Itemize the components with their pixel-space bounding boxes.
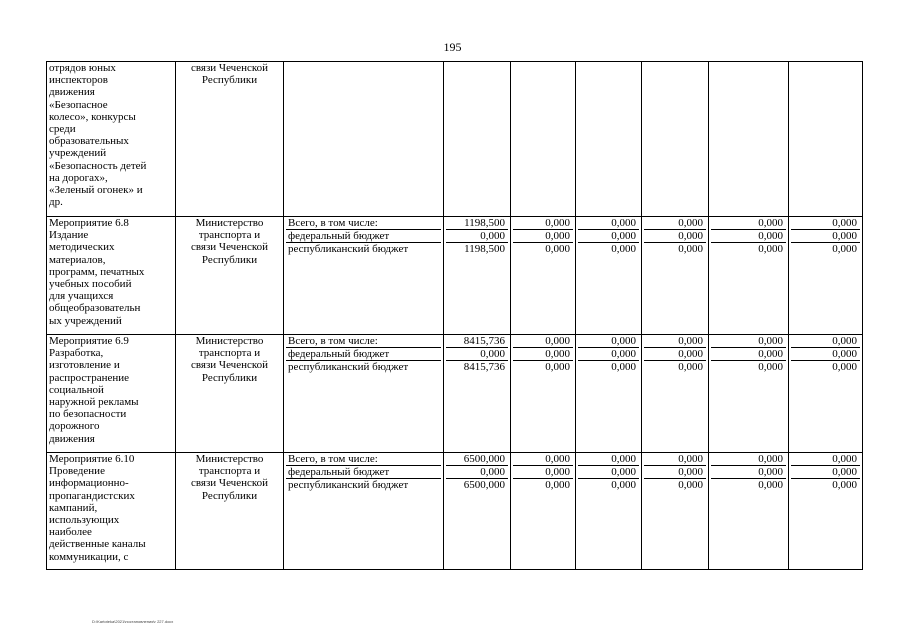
amount-cell [789, 217, 863, 335]
amount-value: 8415,736 [463, 361, 505, 373]
amount-cell [576, 62, 642, 217]
executor-cell [176, 217, 284, 335]
amount-cell [576, 335, 642, 453]
funding-source-cell [284, 62, 444, 217]
amount-cell [444, 335, 511, 453]
executor-line: Министерство [195, 335, 264, 347]
activity-name-cell [47, 217, 176, 335]
amount-value: 0,000 [513, 466, 573, 479]
amount-value: 0,000 [791, 453, 860, 466]
funding-source-label: республиканский бюджет [288, 479, 409, 491]
amount-cell [444, 453, 511, 570]
activity-name-line: информационно- [49, 477, 129, 490]
program-activities-table [46, 61, 863, 570]
amount-value: 0,000 [611, 243, 636, 255]
executor-line: связи Чеченской [190, 241, 269, 254]
activity-name-line: Мероприятие 6.9 [49, 335, 129, 347]
funding-source-cell [284, 453, 444, 570]
amount-value: 0,000 [791, 348, 860, 361]
amount-value: 0,000 [513, 453, 573, 466]
activity-name-line: наружной рекламы [49, 396, 139, 409]
activity-name-line: распространение [49, 371, 130, 384]
amount-value: 0,000 [578, 335, 639, 348]
amount-value: 0,000 [644, 348, 706, 361]
activity-name-line: Мероприятие 6.10 [49, 453, 135, 465]
executor-line: связи Чеченской [190, 477, 269, 490]
activity-name-line: Разработка, [49, 347, 104, 360]
amount-cell [709, 335, 789, 453]
amount-value: 0,000 [711, 466, 786, 479]
amount-value: 0,000 [758, 479, 783, 491]
amount-value: 0,000 [578, 466, 639, 479]
activity-name-line: пропагандистских [49, 489, 135, 502]
executor-line: Министерство [195, 453, 264, 465]
funding-source-cell [284, 335, 444, 453]
amount-value: 0,000 [578, 348, 639, 361]
activity-name-line: учебных пособий [49, 278, 132, 291]
executor-line: Министерство [195, 217, 264, 229]
amount-value: 0,000 [644, 217, 706, 230]
amount-cell [511, 217, 576, 335]
activity-name-line: учреждений [49, 147, 107, 160]
funding-source-label: Всего, в том числе: [286, 453, 441, 466]
activity-row [47, 62, 863, 217]
executor-cell [176, 335, 284, 453]
amount-cell [709, 453, 789, 570]
activity-name-line: общеобразовательн [49, 302, 141, 315]
activity-name-line: Мероприятие 6.8 [49, 217, 129, 229]
amount-cell [642, 453, 709, 570]
executor-line: Республики [201, 253, 258, 266]
funding-source-label: федеральный бюджет [286, 348, 441, 361]
activity-name-line: образовательных [49, 135, 129, 148]
amount-value: 0,000 [446, 230, 508, 243]
activity-name-line: социальной [49, 383, 104, 396]
amount-cell [576, 217, 642, 335]
activity-row [47, 335, 863, 453]
activity-name-line: Издание [49, 229, 89, 242]
amount-cell [642, 335, 709, 453]
funding-source-label: Всего, в том числе: [286, 335, 441, 348]
executor-line: транспорта и [198, 229, 261, 242]
activity-name-line: действенные каналы [49, 538, 146, 551]
activity-name-line: др. [49, 196, 63, 209]
amount-value: 0,000 [513, 348, 573, 361]
amount-cell [444, 217, 511, 335]
amount-value: 0,000 [711, 453, 786, 466]
funding-source-label: республиканский бюджет [288, 361, 409, 373]
amount-value: 0,000 [832, 243, 857, 255]
activity-name-line: «Безопасность детей [49, 159, 147, 172]
amount-cell [511, 335, 576, 453]
amount-cell [789, 62, 863, 217]
amount-value: 0,000 [446, 348, 508, 361]
activity-row [47, 453, 863, 570]
amount-value: 0,000 [711, 335, 786, 348]
executor-line: Республики [201, 371, 258, 384]
activity-row [47, 217, 863, 335]
funding-source-label: федеральный бюджет [286, 230, 441, 243]
amount-cell [789, 453, 863, 570]
amount-value: 0,000 [611, 361, 636, 373]
funding-source-label: Всего, в том числе: [286, 217, 441, 230]
funding-source-label: федеральный бюджет [286, 466, 441, 479]
amount-value: 0,000 [711, 217, 786, 230]
executor-cell [176, 62, 284, 217]
executor-line: Республики [201, 74, 258, 87]
amount-value: 0,000 [644, 335, 706, 348]
amount-value: 0,000 [644, 230, 706, 243]
amount-value: 0,000 [711, 230, 786, 243]
amount-cell [511, 453, 576, 570]
activity-name-line: использующих [49, 514, 120, 527]
amount-value: 0,000 [513, 217, 573, 230]
executor-line: Республики [201, 489, 258, 502]
activity-name-line: на дорогах», [49, 171, 108, 184]
amount-value: 0,000 [545, 361, 570, 373]
page-number: 195 [443, 40, 462, 54]
activity-name-line: по безопасности [49, 408, 127, 421]
activity-name-line: наиболее [49, 526, 92, 539]
amount-value: 0,000 [791, 217, 860, 230]
activity-name-line: отрядов юных [49, 62, 116, 74]
executor-line: связи Чеченской [190, 62, 269, 74]
amount-value: 0,000 [678, 361, 703, 373]
amount-cell [444, 62, 511, 217]
activity-name-line: кампаний, [49, 501, 98, 514]
activity-name-line: изготовление и [49, 359, 120, 372]
activity-name-line: «Зеленый огонек» и [49, 184, 143, 197]
amount-value: 0,000 [545, 243, 570, 255]
amount-value: 1198,500 [464, 243, 505, 255]
amount-value: 0,000 [678, 479, 703, 491]
activity-name-line: Проведение [49, 465, 105, 478]
amount-value: 0,000 [611, 479, 636, 491]
executor-line: связи Чеченской [190, 359, 269, 372]
amount-value: 0,000 [791, 335, 860, 348]
amount-value: 0,000 [791, 230, 860, 243]
amount-cell [709, 217, 789, 335]
amount-value: 0,000 [545, 479, 570, 491]
activity-name-line: для учащихся [49, 290, 114, 303]
amount-cell [511, 62, 576, 217]
activity-name-line: ых учреждений [49, 314, 122, 327]
amount-value: 8415,736 [446, 335, 508, 348]
amount-value: 6500,000 [446, 453, 508, 466]
activity-name-line: материалов, [49, 253, 106, 266]
amount-value: 0,000 [711, 348, 786, 361]
amount-value: 1198,500 [446, 217, 508, 230]
funding-source-cell [284, 217, 444, 335]
activity-name-line: «Безопасное [49, 98, 108, 111]
amount-cell [642, 62, 709, 217]
activity-name-line: движения [49, 86, 95, 99]
activity-name-line: программ, печатных [49, 265, 145, 278]
activity-name-cell [47, 62, 176, 217]
file-path-footer: D:\Kartoteka\2021\постановления\г 227.docx [92, 619, 174, 624]
amount-value: 0,000 [758, 243, 783, 255]
activity-name-line: среди [49, 123, 76, 136]
activity-name-line: коммуникации, с [49, 550, 129, 563]
executor-line: транспорта и [198, 347, 261, 360]
executor-line: транспорта и [198, 465, 261, 478]
activity-name-line: движения [49, 432, 95, 445]
amount-value: 0,000 [513, 335, 573, 348]
funding-source-label: республиканский бюджет [288, 243, 409, 255]
activity-name-line: методических [49, 241, 115, 254]
amount-cell [576, 453, 642, 570]
amount-value: 0,000 [644, 466, 706, 479]
amount-value: 6500,000 [463, 479, 505, 491]
amount-cell [709, 62, 789, 217]
activity-name-line: инспекторов [49, 74, 108, 87]
amount-value: 0,000 [513, 230, 573, 243]
amount-value: 0,000 [446, 466, 508, 479]
activity-name-line: колесо», конкурсы [49, 110, 136, 123]
amount-value: 0,000 [644, 453, 706, 466]
amount-value: 0,000 [791, 466, 860, 479]
activity-name-cell [47, 335, 176, 453]
amount-value: 0,000 [578, 453, 639, 466]
amount-value: 0,000 [832, 361, 857, 373]
executor-cell [176, 453, 284, 570]
amount-cell [789, 335, 863, 453]
amount-value: 0,000 [578, 217, 639, 230]
amount-value: 0,000 [578, 230, 639, 243]
activity-name-line: дорожного [49, 420, 100, 433]
amount-cell [642, 217, 709, 335]
amount-value: 0,000 [678, 243, 703, 255]
amount-value: 0,000 [832, 479, 857, 491]
amount-value: 0,000 [758, 361, 783, 373]
activity-name-cell [47, 453, 176, 570]
